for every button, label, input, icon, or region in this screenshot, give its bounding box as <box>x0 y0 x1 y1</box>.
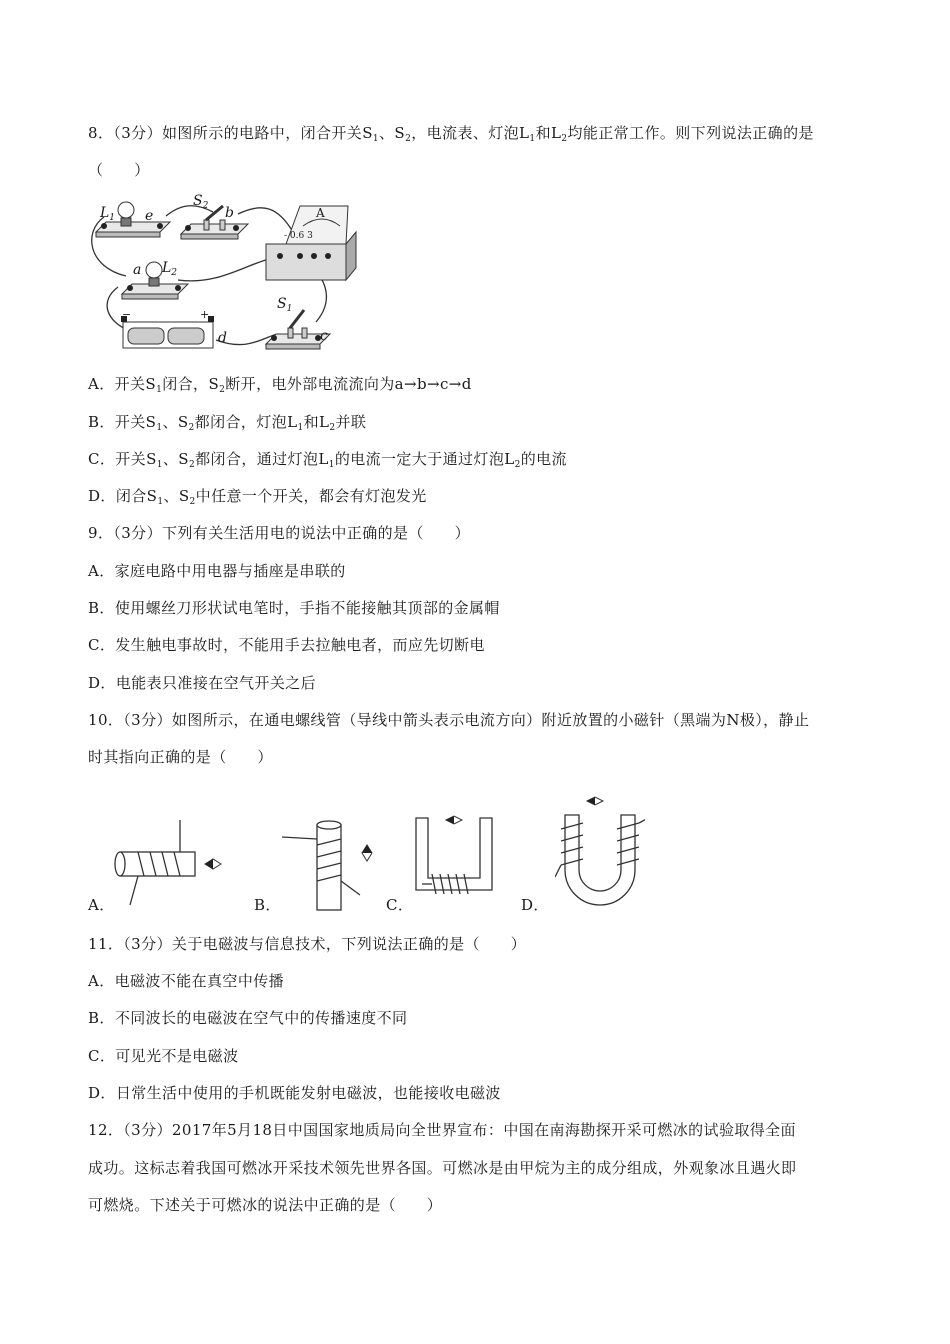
q8-option-B: B．开关$S_1$、$S_2$都闭合，灯泡$L_1$和$L_2$并联 <box>88 413 367 433</box>
q10-label-D: D． <box>521 896 549 914</box>
ammeter-label: A <box>316 206 325 220</box>
q11-option-D: D．日常生活中使用的手机既能发射电磁波，也能接收电磁波 <box>88 1084 501 1102</box>
q9-option-C: C．发生触电事故时，不能用手去拉触电者，而应先切断电 <box>88 636 485 654</box>
battery-minus: − <box>122 308 132 321</box>
label-a: a <box>133 262 142 278</box>
q11-stem: 11．（3分）关于电磁波与信息技术，下列说法正确的是（ ） <box>88 935 527 953</box>
q10-figure-B <box>282 815 392 915</box>
q9-option-D: D．电能表只准接在空气开关之后 <box>88 674 317 692</box>
label-S1: $S_1$ <box>277 296 293 314</box>
q12-stem-line3: 可燃烧。下述关于可燃冰的说法中正确的是（ ） <box>88 1196 443 1214</box>
q9-option-A: A．家庭电路中用电器与插座是串联的 <box>88 562 346 580</box>
label-e: e <box>145 208 154 224</box>
q9-stem: 9．（3分）下列有关生活用电的说法中正确的是（ ） <box>88 524 470 542</box>
label-L1: $L_1$ <box>100 205 116 223</box>
q8-option-A: A．开关$S_1$闭合，$S_2$断开，电外部电流流向为a→b→c→d <box>88 375 472 395</box>
q12-stem-line2: 成功。这标志着我国可燃冰开采技术领先世界各国。可燃冰是由甲烷为主的成分组成，外观象冰且遇火即 <box>88 1159 797 1177</box>
q10-label-B: B． <box>254 896 281 914</box>
q12-stem-line1: 12．（3分）2017年5月18日中国国家地质局向全世界宣布：中国在南海勘探开采可燃冰的试验取得全面 <box>88 1121 796 1139</box>
q10-label-A: A． <box>88 896 115 914</box>
q11-option-C: C．可见光不是电磁波 <box>88 1047 239 1065</box>
label-L2: $L_2$ <box>162 260 178 278</box>
q10-figure-C <box>410 812 500 912</box>
q10-stem-line1: 10．（3分）如图所示，在通电螺线管（导线中箭头表示电流方向）附近放置的小磁针（黑端为N极），静止 <box>88 711 810 729</box>
label-b: b <box>225 205 234 221</box>
label-c: c <box>320 328 328 344</box>
q10-stem-line2: 时其指向正确的是（ ） <box>88 748 273 766</box>
q8-option-D: D．闭合$S_1$、$S_2$中任意一个开关，都会有灯泡发光 <box>88 487 427 507</box>
q11-option-B: B．不同波长的电磁波在空气中的传播速度不同 <box>88 1009 408 1027</box>
label-S2: $S_2$ <box>193 193 209 211</box>
battery-plus: + <box>200 308 210 321</box>
ammeter-scale: - 0.6 3 <box>284 231 313 241</box>
label-d: d <box>218 330 227 346</box>
q10-figure-A <box>110 820 230 910</box>
q10-figure-D <box>555 795 645 910</box>
q8-option-C: C．开关$S_1$、$S_2$都闭合，通过灯泡$L_1$的电流一定大于通过灯泡$L_2$的电流 <box>88 450 567 470</box>
q10-label-C: C． <box>386 896 414 914</box>
q8-answer-blank: （ ） <box>88 161 150 179</box>
q8-stem: 8．（3分）如图所示的电路中，闭合开关$S_1$、$S_2$，电流表、灯泡$L_1$和$L_2$均能正常工作。则下列说法正确的是 <box>88 124 814 144</box>
q9-option-B: B．使用螺丝刀形状试电笔时，手指不能接触其顶部的金属帽 <box>88 599 500 617</box>
q11-option-A: A．电磁波不能在真空中传播 <box>88 972 285 990</box>
